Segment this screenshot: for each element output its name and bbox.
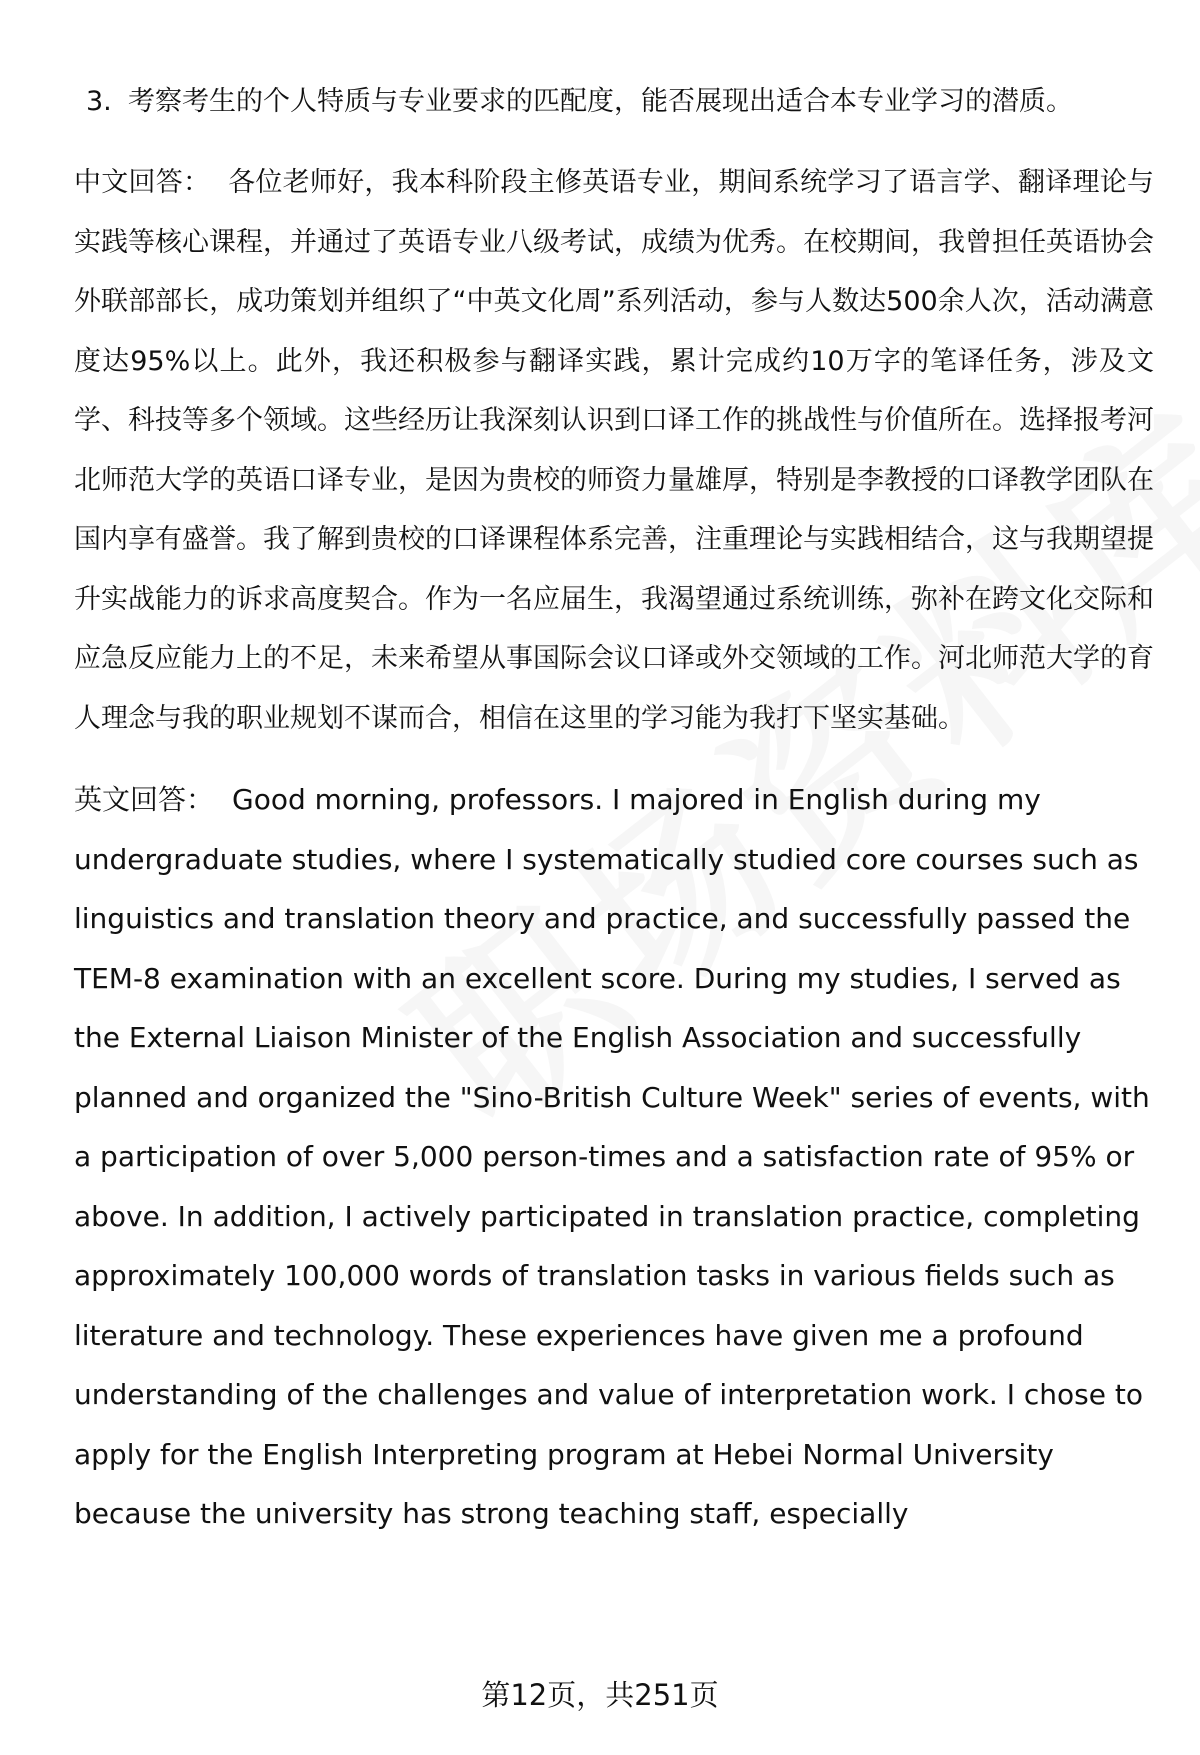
- page-footer: [0, 1675, 1200, 1715]
- english-answer-label: 英文回答：: [74, 783, 215, 816]
- chinese-answer-label: 中文回答：: [74, 167, 211, 198]
- list-item: [74, 72, 1154, 131]
- page-number: 第12页，共251页: [481, 1678, 719, 1712]
- chinese-answer-paragraph: [74, 153, 1154, 748]
- list-item-text: 考察考生的个人特质与专业要求的匹配度，能否展现出适合本专业学习的潜质。: [128, 86, 1073, 117]
- list-item-number: 3.: [86, 86, 112, 117]
- chinese-answer-text: 各位老师好，我本科阶段主修英语专业，期间系统学习了语言学、翻译理论与实践等核心课程，并通过了英语专业八级考试，成绩为优秀。在校期间，我曾担任英语协会外联部部长，成功策划并组织了“中英文化周”系列活动，参与人数达500余人次，活动满意度达95%以上。此外，我还积极参与翻译实践，累计完成约10万字的笔译任务，涉及文学、科技等多个领域。这些经历让我深刻认识到口译工作的挑战性与价值所在。选择报考河北师范大学的英语口译专业，是因为贵校的师资力量雄厚，特别是李教授的口译教学团队在国内享有盛誉。我了解到贵校的口译课程体系完善，注重理论与实践相结合，这与我期望提升实战能力的诉求高度契合。作为一名应届生，我渴望通过系统训练，弥补在跨文化交际和应急反应能力上的不足，未来希望从事国际会议口译或外交领域的工作。河北师范大学的育人理念与我的职业规划不谋而合，相信在这里的学习能为我打下坚实基础。: [74, 167, 1155, 734]
- page-content: [74, 72, 1154, 1566]
- english-answer-paragraph: [74, 770, 1154, 1544]
- english-answer-text: Good morning, professors. I majored in English during my undergraduate studies, where I systematically studied core courses such as linguistics and translation theory and practice, and successfully passed the TEM-8 examination with an excellent score. During my studies, I served as the External Liaison Minister of the English Association and successfully planned and organized the "Sino-British Culture Week" series of events, with a participation of over 5,000 person-times and a satisfaction rate of 95% or above. In addition, I actively participated in translation practice, completing approximately 100,000 words of translation tasks in various fields such as literature and technology. These experiences have given me a profound understanding of the challenges and value of interpretation work. I chose to apply for the English Interpreting program at Hebei Normal University because the university has strong teaching staff, especially: [74, 783, 1150, 1530]
